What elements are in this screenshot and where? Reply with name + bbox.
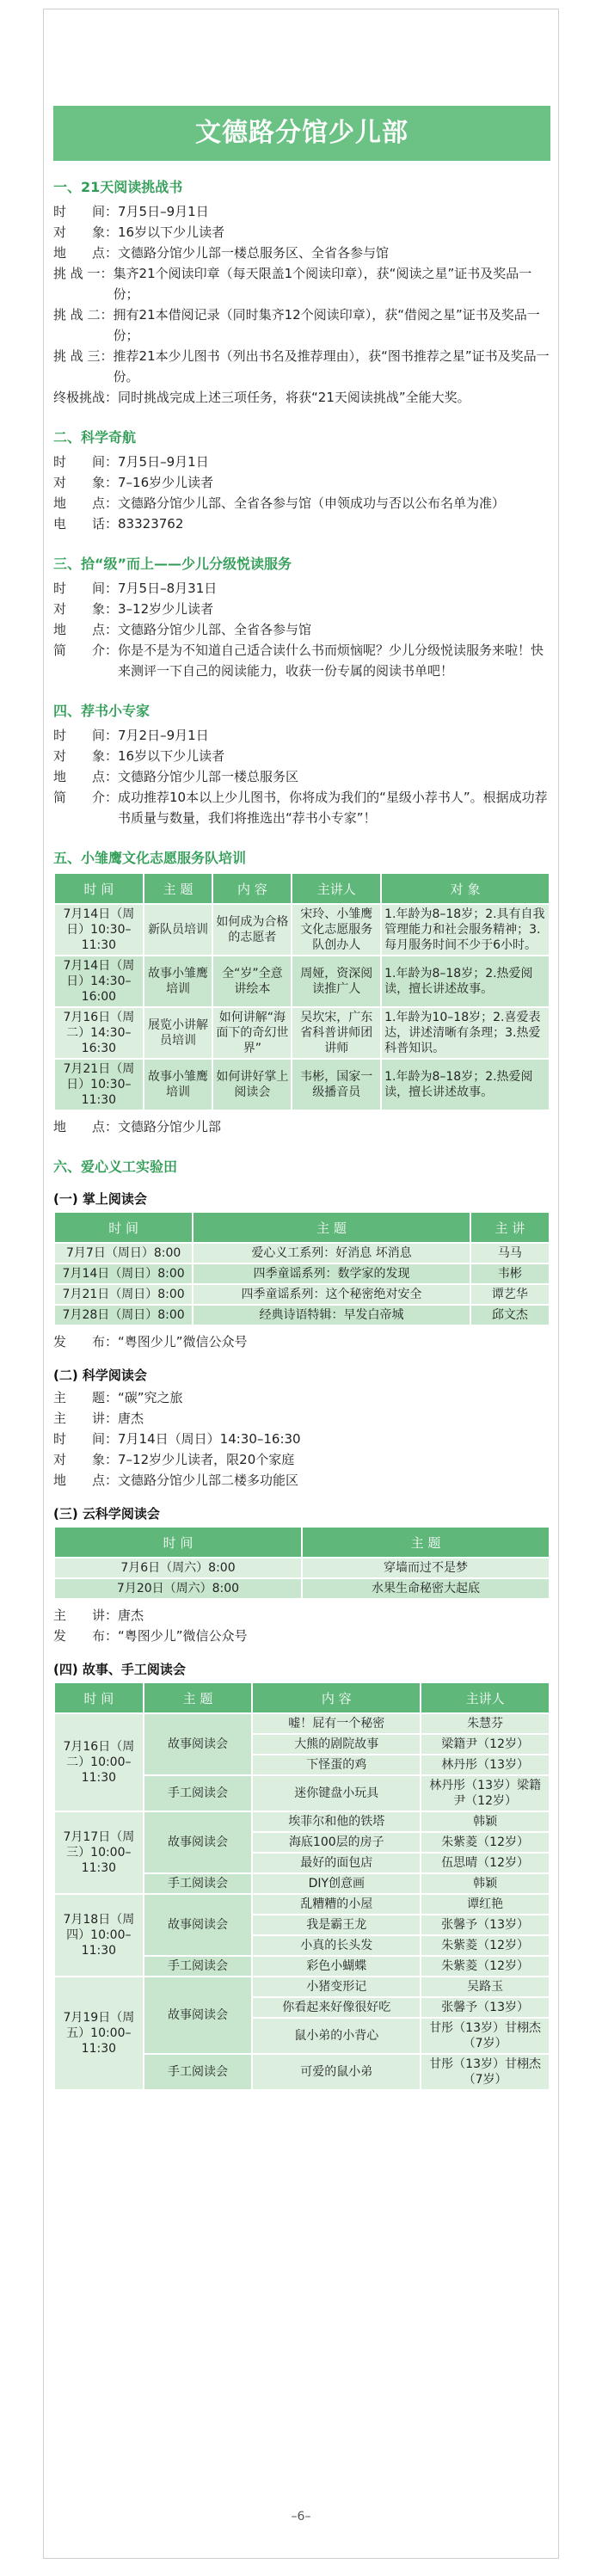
info-row <box>53 1429 550 1449</box>
cell-speaker: 吴坎宋，广东省科普讲师团讲师 <box>292 1007 381 1059</box>
info-label: 时 间： <box>53 204 119 219</box>
cell-content: 如何讲解“海面下的奇幻世界” <box>212 1007 292 1059</box>
info-label: 地 点： <box>53 769 119 784</box>
cell-speaker: 谭艺华 <box>470 1284 550 1305</box>
info-label: 地 点： <box>53 622 119 637</box>
info-label: 发 布： <box>53 1334 119 1349</box>
cell-time: 7月14日（周日）10:30–11:30 <box>54 904 144 956</box>
cloud-science-table <box>53 1526 550 1600</box>
info-value: 7–16岁少儿读者 <box>118 475 214 490</box>
cell-speaker: 吴路玉 <box>421 1977 550 1997</box>
info-row <box>53 725 550 746</box>
table-row <box>54 1894 550 1915</box>
cell-content: 海底100层的房子 <box>252 1832 421 1853</box>
info-label: 主 讲： <box>53 1411 119 1426</box>
cell-time: 7月6日（周六）8:00 <box>54 1558 302 1578</box>
info-label: 地 点： <box>53 1119 119 1134</box>
info-label: 主 题： <box>53 1390 119 1405</box>
mobile-reading-table <box>53 1211 550 1326</box>
table-header: 内 容 <box>212 873 292 904</box>
cell-topic: 展览小讲解员培训 <box>144 1007 213 1059</box>
table-header: 主 题 <box>144 1682 253 1713</box>
cell-topic: 故事阅读会 <box>144 1713 253 1775</box>
section-science-voyage <box>53 452 550 534</box>
cell-speaker: 甘彤（13岁）甘栩杰（7岁） <box>421 2018 550 2054</box>
cell-speaker: 谭红艳 <box>421 1894 550 1915</box>
cell-speaker: 朱紫菱（12岁） <box>421 1956 550 1977</box>
cell-content: 你看起来好像很好吃 <box>252 1997 421 2018</box>
table-row <box>54 1977 550 1997</box>
info-row <box>53 304 550 346</box>
info-label: 挑 战 一： <box>53 266 114 281</box>
info-row <box>53 1331 550 1352</box>
info-row <box>53 1408 550 1429</box>
info-value: 83323762 <box>118 516 184 532</box>
table-row <box>54 1305 550 1325</box>
info-row <box>53 452 550 472</box>
cell-speaker: 朱紫菱（12岁） <box>421 1935 550 1956</box>
cell-speaker: 张馨予（13岁） <box>421 1997 550 2018</box>
info-value: 唐杰 <box>118 1411 144 1426</box>
info-value: “粤图少儿”微信公众号 <box>118 1628 248 1644</box>
cell-content: 小真的长头发 <box>252 1935 421 1956</box>
cell-target: 1.年龄为8–18岁；2.热爱阅读，擅长讲述故事。 <box>381 956 550 1007</box>
info-label: 挑 战 三： <box>53 348 114 364</box>
table-row <box>54 1007 550 1059</box>
info-value: 16岁以下少儿读者 <box>118 748 225 764</box>
cell-topic: 故事小雏鹰培训 <box>144 1059 213 1110</box>
subsection-title-mobile-reading: (一) 掌上阅读会 <box>53 1191 147 1207</box>
info-label: 发 布： <box>53 1628 119 1644</box>
cell-time: 7月16日（周二）10:00–11:30 <box>54 1713 144 1811</box>
info-label: 地 点： <box>53 1472 119 1488</box>
info-value: 你是不是为不知道自己适合读什么书而烦恼呢？少儿分级悦读服务来啦！快来测评一下自己的阅读能力，收获一份专属的阅读书单吧！ <box>118 642 544 679</box>
info-row <box>53 1470 550 1491</box>
cell-content: DIY创意画 <box>252 1873 421 1894</box>
info-row <box>53 787 550 828</box>
info-row <box>53 513 550 534</box>
table-header: 主讲人 <box>292 873 381 904</box>
table-row <box>54 904 550 956</box>
info-row <box>53 1449 550 1470</box>
cell-topic: 故事阅读会 <box>144 1977 253 2054</box>
section-title-volunteer-field: 六、爱心义工实验田 <box>53 1159 178 1175</box>
info-label: 对 象： <box>53 748 119 764</box>
cell-target: 1.年龄为8–18岁；2.具有自我管理能力和社会服务精神；3.每月服务时间不少于6小时。 <box>381 904 550 956</box>
info-row <box>53 578 550 599</box>
info-label: 终极挑战： <box>53 390 119 405</box>
info-row <box>53 222 550 243</box>
info-value: 7月5日–9月1日 <box>118 204 209 219</box>
section-title-graded-reading: 三、拾“级”而上——少儿分级悦读服务 <box>53 556 292 572</box>
cell-content: 可爱的鼠小弟 <box>252 2054 421 2090</box>
cell-content: 如何讲好掌上阅读会 <box>212 1059 292 1110</box>
table-header: 主 题 <box>302 1527 550 1558</box>
cell-content: 嘘！屁有一个秘密 <box>252 1713 421 1734</box>
cell-time: 7月14日（周日）8:00 <box>54 1263 193 1284</box>
info-label: 时 间： <box>53 454 119 470</box>
section-title-reading-challenge: 一、21天阅读挑战书 <box>53 179 183 195</box>
mobile-reading-publisher <box>53 1331 550 1352</box>
cell-content: 最好的面包店 <box>252 1853 421 1873</box>
cell-speaker: 邱文杰 <box>470 1305 550 1325</box>
cell-content: 我是霸王龙 <box>252 1915 421 1935</box>
info-value: 文德路分馆少儿部、全省各参与馆 <box>118 622 312 637</box>
table-header: 主 题 <box>193 1212 470 1243</box>
table-header: 时 间 <box>54 1527 302 1558</box>
info-label: 主 讲： <box>53 1608 119 1623</box>
table-row <box>54 1578 550 1599</box>
cell-time: 7月16日（周二）14:30–16:30 <box>54 1007 144 1059</box>
info-value: 集齐21个阅读印章（每天限盖1个阅读印章），获“阅读之星”证书及奖品一份； <box>113 266 532 302</box>
info-row <box>53 1387 550 1408</box>
cell-topic: 水果生命秘密大起底 <box>302 1578 550 1599</box>
table-row <box>54 1284 550 1305</box>
info-label: 时 间： <box>53 728 119 743</box>
table-header: 时 间 <box>54 873 144 904</box>
info-value: 文德路分馆少儿部二楼多功能区 <box>118 1472 299 1488</box>
info-label: 时 间： <box>53 581 119 596</box>
cell-time: 7月28日（周日）8:00 <box>54 1305 193 1325</box>
info-value: “粤图少儿”微信公众号 <box>118 1334 248 1349</box>
cell-content: 鼠小弟的小背心 <box>252 2018 421 2054</box>
cell-speaker: 韩颖 <box>421 1811 550 1832</box>
cell-content: 埃菲尔和他的铁塔 <box>252 1811 421 1832</box>
subsection-title-cloud-science: (三) 云科学阅读会 <box>53 1506 160 1522</box>
table-row <box>54 1243 550 1263</box>
cell-topic: 穿墙而过不是梦 <box>302 1558 550 1578</box>
info-label: 挑 战 二： <box>53 307 114 323</box>
info-value: 7月14日（周日）14:30–16:30 <box>118 1431 301 1447</box>
table-header: 主讲人 <box>421 1682 550 1713</box>
cell-topic: 经典诗语特辑：早发白帝城 <box>193 1305 470 1325</box>
table-row <box>54 1263 550 1284</box>
info-value: “碳”究之旅 <box>118 1390 183 1405</box>
cell-speaker: 朱紫菱（12岁） <box>421 1832 550 1853</box>
table-row <box>54 1558 550 1578</box>
section-title-book-recommend: 四、荐书小专家 <box>53 703 150 719</box>
info-value: 同时挑战完成上述三项任务，将获“21天阅读挑战”全能大奖。 <box>118 390 470 405</box>
info-value: 7月2日–9月1日 <box>118 728 209 743</box>
info-row <box>53 599 550 619</box>
subsection-title-science-reading: (二) 科学阅读会 <box>53 1368 147 1383</box>
table-header: 时 间 <box>54 1682 144 1713</box>
cell-speaker: 张馨予（13岁） <box>421 1915 550 1935</box>
cell-topic: 故事阅读会 <box>144 1811 253 1873</box>
page-content <box>53 106 550 2091</box>
cell-content: 如何成为合格的志愿者 <box>212 904 292 956</box>
info-value: 16岁以下少儿读者 <box>118 224 225 240</box>
volunteer-training-table <box>53 872 550 1111</box>
cell-topic: 手工阅读会 <box>144 2054 253 2090</box>
cell-speaker: 马马 <box>470 1243 550 1263</box>
info-value: 唐杰 <box>118 1608 144 1623</box>
section-title-volunteer-training: 五、小雏鹰文化志愿服务队培训 <box>53 850 247 866</box>
info-value: 拥有21本借阅记录（同时集齐12个阅读印章），获“借阅之星”证书及奖品一份； <box>113 307 540 343</box>
cell-speaker: 韦彬 <box>470 1263 550 1284</box>
cell-target: 1.年龄为10–18岁；2.喜爱表达，讲述清晰有条理；3.热爱科普知识。 <box>381 1007 550 1059</box>
cell-content: 迷你键盘小玩具 <box>252 1775 421 1811</box>
section-graded-reading <box>53 578 550 681</box>
science-reading-info <box>53 1387 550 1491</box>
info-label: 对 象： <box>53 224 119 240</box>
info-row <box>53 201 550 222</box>
info-label: 电 话： <box>53 516 119 532</box>
cell-time: 7月21日（周日）10:30–11:30 <box>54 1059 144 1110</box>
page-title: 文德路分馆少儿部 <box>53 106 550 161</box>
info-row <box>53 243 550 263</box>
cell-time: 7月17日（周三）10:00–11:30 <box>54 1811 144 1894</box>
info-value: 7–12岁少儿读者，限20个家庭 <box>118 1452 295 1467</box>
table-header: 主 讲 <box>470 1212 550 1243</box>
cell-time: 7月20日（周六）8:00 <box>54 1578 302 1599</box>
cell-topic: 四季童谣系列：这个秘密绝对安全 <box>193 1284 470 1305</box>
cell-topic: 故事阅读会 <box>144 1894 253 1956</box>
cell-time: 7月21日（周日）8:00 <box>54 1284 193 1305</box>
table-header: 时 间 <box>54 1212 193 1243</box>
cell-topic: 四季童谣系列：数学家的发现 <box>193 1263 470 1284</box>
training-place <box>53 1116 550 1137</box>
table-row <box>54 1059 550 1110</box>
info-row <box>53 387 550 408</box>
info-value: 文德路分馆少儿部一楼总服务区 <box>118 769 299 784</box>
info-value: 推荐21本少儿图书（列出书名及推荐理由），获“图书推荐之星”证书及奖品一份。 <box>113 348 550 384</box>
cell-content: 小猪变形记 <box>252 1977 421 1997</box>
info-value: 文德路分馆少儿部 <box>118 1119 222 1134</box>
section-book-recommend <box>53 725 550 828</box>
info-label: 对 象： <box>53 601 119 617</box>
cell-content: 彩色小蝴蝶 <box>252 1956 421 1977</box>
table-row <box>54 1713 550 1734</box>
cell-speaker: 朱慧芬 <box>421 1713 550 1734</box>
cell-speaker: 周娅，资深阅读推广人 <box>292 956 381 1007</box>
info-value: 文德路分馆少儿部一楼总服务区、全省各参与馆 <box>118 245 390 261</box>
cell-speaker: 宋玲、小雏鹰文化志愿服务队创办人 <box>292 904 381 956</box>
info-row <box>53 1626 550 1646</box>
cell-speaker: 梁籍尹（12岁） <box>421 1734 550 1755</box>
section-title-science-voyage: 二、科学奇航 <box>53 429 137 446</box>
subsection-title-story-craft: (四) 故事、手工阅读会 <box>53 1662 186 1677</box>
cell-speaker: 甘彤（13岁）甘栩杰（7岁） <box>421 2054 550 2090</box>
page-number: –6– <box>291 2510 311 2524</box>
table-header: 对 象 <box>381 873 550 904</box>
info-row <box>53 346 550 387</box>
cell-topic: 手工阅读会 <box>144 1873 253 1894</box>
table-row <box>54 956 550 1007</box>
cell-content: 下怪蛋的鸡 <box>252 1755 421 1775</box>
cell-speaker: 韩颖 <box>421 1873 550 1894</box>
info-label: 简 介： <box>53 642 119 658</box>
cell-time: 7月18日（周四）10:00–11:30 <box>54 1894 144 1977</box>
cell-speaker: 林丹彤（13岁） <box>421 1755 550 1775</box>
cell-speaker: 韦彬，国家一级播音员 <box>292 1059 381 1110</box>
cell-target: 1.年龄为8–18岁；2.热爱阅读，擅长讲述故事。 <box>381 1059 550 1110</box>
cell-topic: 爱心义工系列：好消息 坏消息 <box>193 1243 470 1263</box>
cell-topic: 手工阅读会 <box>144 1775 253 1811</box>
info-row <box>53 746 550 766</box>
cloud-science-info <box>53 1605 550 1646</box>
info-row <box>53 1116 550 1137</box>
cell-content: 乱糟糟的小屋 <box>252 1894 421 1915</box>
info-value: 3–12岁少儿读者 <box>118 601 214 617</box>
cell-topic: 手工阅读会 <box>144 1956 253 1977</box>
cell-content: 大熊的剧院故事 <box>252 1734 421 1755</box>
table-row <box>54 1811 550 1832</box>
info-label: 对 象： <box>53 475 119 490</box>
cell-topic: 故事小雏鹰培训 <box>144 956 213 1007</box>
section-reading-challenge <box>53 201 550 408</box>
cell-time: 7月7日（周日）8:00 <box>54 1243 193 1263</box>
info-row <box>53 472 550 493</box>
cell-content: 全“岁”全意讲绘本 <box>212 956 292 1007</box>
info-label: 时 间： <box>53 1431 119 1447</box>
info-label: 地 点： <box>53 245 119 261</box>
story-craft-table <box>53 1681 550 2091</box>
cell-time: 7月14日（周日）14:30–16:00 <box>54 956 144 1007</box>
info-label: 地 点： <box>53 495 119 511</box>
info-value: 文德路分馆少儿部、全省各参与馆（申领成功与否以公布名单为准） <box>118 495 506 511</box>
info-value: 7月5日–9月1日 <box>118 454 209 470</box>
cell-topic: 新队员培训 <box>144 904 213 956</box>
info-value: 7月5日–8月31日 <box>118 581 218 596</box>
info-label: 对 象： <box>53 1452 119 1467</box>
info-row <box>53 619 550 640</box>
cell-speaker: 伍思晴（12岁） <box>421 1853 550 1873</box>
cell-time: 7月19日（周五）10:00–11:30 <box>54 1977 144 2090</box>
table-header: 内 容 <box>252 1682 421 1713</box>
info-row <box>53 263 550 304</box>
info-row <box>53 1605 550 1626</box>
info-row <box>53 493 550 513</box>
info-row <box>53 640 550 681</box>
info-row <box>53 766 550 787</box>
info-value: 成功推荐10本以上少儿图书，你将成为我们的“星级小荐书人”。根据成功荐书质量与数量，我们将推选出“荐书小专家”！ <box>118 790 548 826</box>
info-label: 简 介： <box>53 790 119 805</box>
table-header: 主 题 <box>144 873 213 904</box>
cell-speaker: 林丹彤（13岁）梁籍尹（12岁） <box>421 1775 550 1811</box>
